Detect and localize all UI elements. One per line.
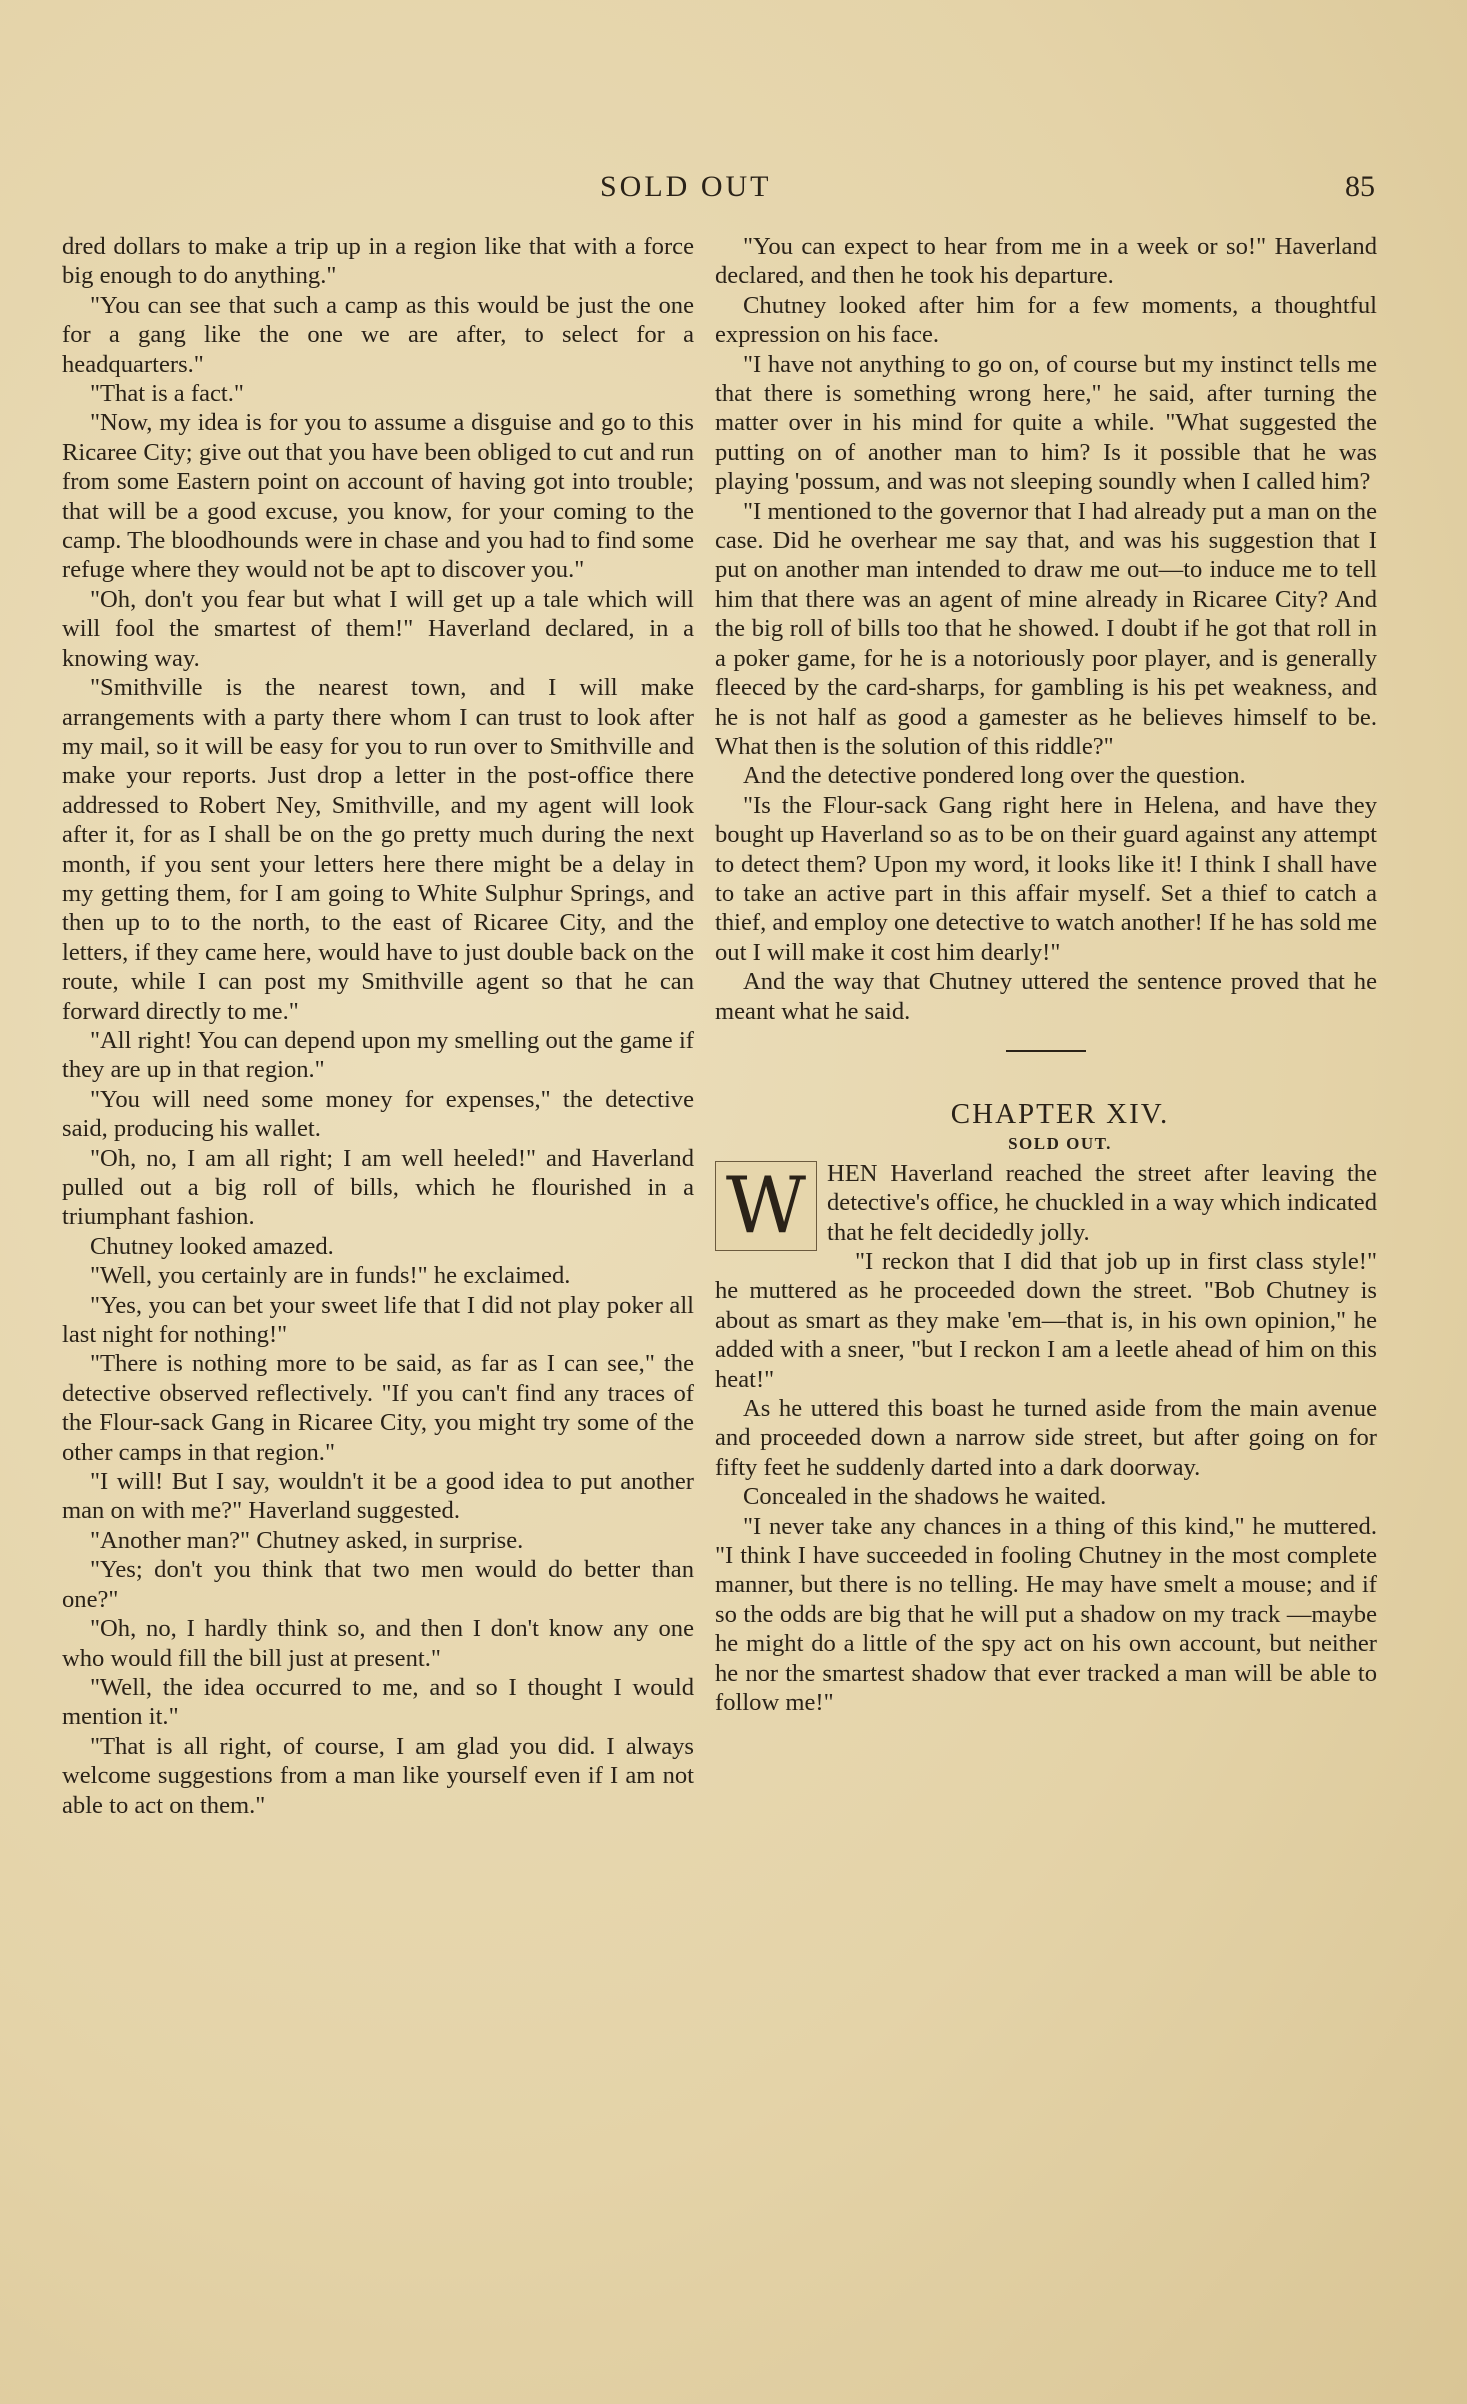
right-column	[715, 232, 1377, 1718]
paragraph: "Is the Flour-sack Gang right here in Helena, and have they bought up Haverland so as to be on their guard against any attempt to detect them? Upon my word, it looks like it! I think I shall have to take an active part in this affair myself. Set a thief to catch a thief, and employ one detective to watch another! If he has sold me out I will make it cost him dearly!"	[715, 791, 1377, 966]
paragraph: "Now, my idea is for you to assume a disguise and go to this Ricaree City; give out that you have been obliged to cut and run from some Eastern point on account of having got into trouble; that will be a good excuse, you know, for your coming to the camp. The bloodhounds were in chase and you had to find some refuge where they would not be apt to discover you."	[62, 409, 695, 584]
left-column	[62, 232, 694, 1820]
paragraph: "Well, you certainly are in funds!" he exclaimed.	[90, 1262, 571, 1290]
paragraph: Concealed in the shadows he waited.	[743, 1483, 1107, 1511]
paragraph: "Smithville is the nearest town, and I will make arrangements with a party there whom I can trust to look after my mail, so it will be easy for you to run over to Smithville and make your reports. Just drop a letter in the post-office there addressed to Robert Ney, Smithville, and my agent will look after it, for as I shall be on the go pretty much during the next month, if you sent your letters here there might be a delay in my getting them, for I am going to White Sulphur Springs, and then up to to the north, to the east of Ricaree City, and the letters, if they came here, would have to just double back on the route, while I can post my Smithville agent so that he can forward directly to me."	[62, 674, 694, 1025]
running-title: SOLD OUT	[600, 170, 772, 203]
paragraph: Chutney looked amazed.	[90, 1232, 334, 1260]
paragraph: "Another man?" Chutney asked, in surprise.	[90, 1526, 524, 1554]
paragraph: "I never take any chances in a thing of this kind," he muttered. "I think I have succeeded in fooling Chutney in the most complete manner, but there is no telling. He may have smelt a mouse; and if so the odds are big that he will put a shadow on my track —maybe he might do a little of the spy act on his own account, but neither he nor the smartest shadow that ever tracked a man will be able to follow me!"	[715, 1512, 1377, 1717]
paragraph: "You will need some money for expenses," the detective said, producing his wallet.	[62, 1085, 694, 1143]
drop-cap-letter: W	[715, 1161, 817, 1251]
paragraph: And the way that Chutney uttered the sentence proved that he meant what he said.	[715, 968, 1377, 1025]
paragraph: "There is nothing more to be said, as far as I can see," the detective observed reflectively. "If you can't find any traces of the Flour-sack Gang in Ricaree City, you might try some of the other camps in that region."	[62, 1350, 694, 1466]
paragraph: "I reckon that I did that job up in first class style!" he muttered as he proceeded down the street. "Bob Chutney is about as smart as they make 'em—that is, in his own opinion," he added with a sneer, "but I reckon I am a leetle ahead of him on this heat!"	[715, 1248, 1377, 1393]
paragraph: "Well, the idea occurred to me, and so I thought I would mention it."	[62, 1673, 694, 1731]
chapter-subtitle: SOLD OUT.	[1008, 1134, 1112, 1154]
chapter-title: CHAPTER XIV.	[950, 1097, 1170, 1130]
paragraph: "Yes; don't you think that two men would do better than one?"	[62, 1556, 694, 1613]
chapter-first-paragraph: HEN Haverland reached the street after leaving the detective's office, he chuckled in a way which indicated that he felt decidedly jolly.	[827, 1159, 1377, 1246]
paragraph: "Yes, you can bet your sweet life that I did not play poker all last night for nothing!"	[62, 1291, 694, 1349]
paragraph: "I have not anything to go on, of course but my instinct tells me that there is something wrong here," he said, after turning the matter over in his mind for quite a while. "What suggested the putting on of another man to him? Is it possible that he was playing 'possum, and was not sleeping soundly when I called him?	[715, 350, 1377, 496]
chapter-opening	[715, 1159, 1377, 1251]
paragraph: "All right! You can depend upon my smelling out the game if they are up in that region."	[62, 1026, 694, 1084]
paragraph: "Oh, no, I am all right; I am well heeled!" and Haverland pulled out a big roll of bills, which he flourished in a triumphant fashion.	[62, 1144, 694, 1231]
paragraph: Chutney looked after him for a few moments, a thoughtful expression on his face.	[715, 291, 1377, 349]
section-divider	[1006, 1050, 1086, 1052]
paragraph: "I mentioned to the governor that I had already put a man on the case. Did he overhear me say that, and was his suggestion that I put on another man intended to draw me out—to induce me to tell him that there was an agent of mine already in Ricaree City? And the big roll of bills too that he showed. I doubt if he got that roll in a poker game, for he is a notoriously poor player, and is generally fleeced by the card-sharps, for gambling is his pet weakness, and he is not half as good a gamester as he believes himself to be. What then is the solution of this riddle?"	[715, 497, 1377, 760]
paragraph: "Oh, no, I hardly think so, and then I don't know any one who would fill the bill just at present."	[62, 1615, 694, 1672]
paragraph: As he uttered this boast he turned aside from the main avenue and proceeded down a narrow side street, but after going on for fifty feet he suddenly darted into a dark doorway.	[715, 1395, 1377, 1481]
paragraph: And the detective pondered long over the question.	[743, 762, 1246, 790]
page-number: 85	[1345, 170, 1375, 203]
page-header	[0, 170, 1467, 210]
paragraph: "That is a fact."	[90, 380, 244, 408]
paragraph: dred dollars to make a trip up in a region like that with a force big enough to do anything."	[62, 233, 694, 290]
paragraph: "I will! But I say, wouldn't it be a good idea to put another man on with me?" Haverland suggested.	[62, 1468, 694, 1525]
paragraph: "That is all right, of course, I am glad you did. I always welcome suggestions from a man like yourself even if I am not able to act on them."	[62, 1732, 694, 1819]
paragraph: "You can expect to hear from me in a week or so!" Haverland declared, and then he took his departure.	[715, 233, 1377, 290]
paragraph: "You can see that such a camp as this would be just the one for a gang like the one we are after, to select for a headquarters."	[62, 291, 694, 378]
paragraph: "Oh, don't you fear but what I will get up a tale which will will fool the smartest of them!" Haverland declared, in a knowing way.	[62, 585, 694, 672]
